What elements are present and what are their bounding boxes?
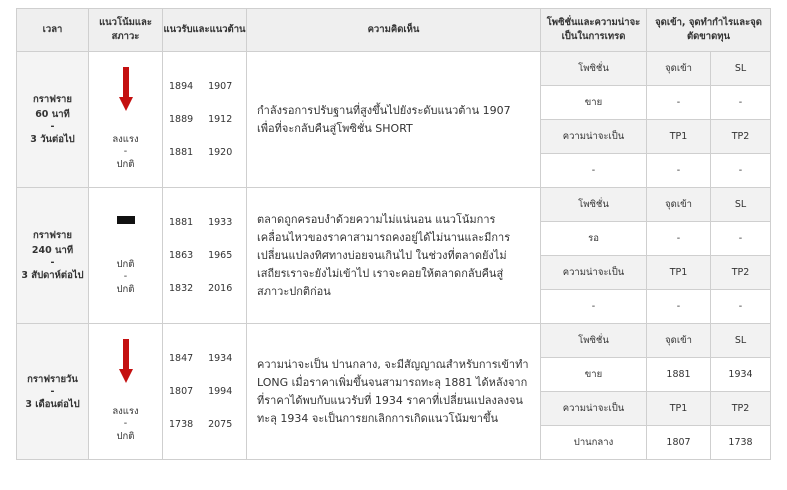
- trend-condition: ปกติ: [116, 159, 135, 170]
- level-pair: [169, 375, 246, 408]
- timeframe-cell: [17, 52, 89, 188]
- trend-strength: ลงแรง: [112, 406, 139, 417]
- resistance-level: 2016: [208, 283, 233, 294]
- tp1-value: 1807: [647, 426, 711, 460]
- tp1-label: TP1: [647, 256, 711, 290]
- trend-icon-wrap: [89, 67, 162, 118]
- tp1-value: -: [647, 154, 711, 188]
- trend-dot: -: [123, 418, 128, 429]
- probability-label: ความน่าจะเป็น: [541, 256, 647, 290]
- probability-value: -: [541, 154, 647, 188]
- timeframe-dot: -: [50, 121, 55, 132]
- support-level: 1881: [169, 147, 194, 158]
- timeframe-line3: 3 เดือนต่อไป: [25, 398, 80, 410]
- header-position: โพซิชั่นและความน่าจะเป็นในการเทรด: [541, 9, 647, 52]
- support-level: 1889: [169, 114, 194, 125]
- entry-value: -: [647, 86, 711, 120]
- resistance-level: 1912: [208, 114, 233, 125]
- level-pair: [169, 206, 246, 239]
- probability-label: ความน่าจะเป็น: [541, 120, 647, 154]
- comment-cell: กำลังรอการปรับฐานที่สูงขึ้นไปยังระดับแนวต้าน 1907 เพื่อที่จะกลับคืนสู่โพซิชั่น SHORT: [247, 52, 541, 188]
- trend-condition: ปกติ: [116, 284, 135, 295]
- trend-icon-wrap: [89, 339, 162, 390]
- resistance-level: 1933: [208, 217, 233, 228]
- position-value: ขาย: [541, 86, 647, 120]
- support-level: 1894: [169, 81, 194, 92]
- tp2-label: TP2: [711, 256, 771, 290]
- tp2-value: 1738: [711, 426, 771, 460]
- tp2-value: -: [711, 290, 771, 324]
- position-label: โพซิชั่น: [541, 52, 647, 86]
- level-pair: [169, 408, 246, 441]
- trend-dot: -: [123, 271, 128, 282]
- forecast-table: [16, 8, 771, 460]
- sl-value: -: [711, 222, 771, 256]
- timeframe-line2: 60 นาที: [35, 109, 70, 120]
- sl-label: SL: [711, 324, 771, 358]
- timeframe-line1: กราฟราย: [33, 94, 72, 105]
- timeframe-line3: 3 วันต่อไป: [30, 134, 75, 145]
- table-row: [17, 324, 771, 358]
- support-level: 1863: [169, 250, 194, 261]
- comment-cell: ความน่าจะเป็น ปานกลาง, จะมีสัญญาณสำหรับการเข้าทำ LONG เมื่อราคาเพิ่มขึ้นจนสามารถทะลุ 1881 ได้หลังจากที่ราคาได้พบกับแนวรับที่ 1934 ราคาที่เปลี่ยนแปลงลงจนทะลุ 1934 จะเป็นการยกเลิกการเกิดแนวโน้มขาขึ้น: [247, 324, 541, 460]
- levels-cell: [163, 52, 247, 188]
- position-value: รอ: [541, 222, 647, 256]
- position-value: ขาย: [541, 358, 647, 392]
- support-level: 1807: [169, 386, 194, 397]
- sl-value: -: [711, 86, 771, 120]
- header-entry: จุดเข้า, จุดทำกำไรและจุดตัดขาดทุน: [647, 9, 771, 52]
- resistance-level: 1920: [208, 147, 233, 158]
- timeframe-cell: [17, 188, 89, 324]
- tp1-label: TP1: [647, 392, 711, 426]
- sl-value: 1934: [711, 358, 771, 392]
- trend-cell: [89, 324, 163, 460]
- down-arrow-icon: [119, 339, 133, 385]
- flat-trend-icon: [117, 216, 135, 224]
- level-pair: [169, 70, 246, 103]
- timeframe-line1: กราฟราย: [33, 230, 72, 241]
- timeframe-line1: กราฟรายวัน: [27, 373, 78, 385]
- trend-cell: [89, 52, 163, 188]
- sl-label: SL: [711, 188, 771, 222]
- comment-cell: ตลาดถูกครอบงำด้วยความไม่แน่นอน แนวโน้มการเคลื่อนไหวของราคาสามารถคงอยู่ได้ไม่นานและมีการเปลี่ยนแปลงทิศทางบ่อยจนเกินไป ในช่วงที่ตลาดยังไม่เสถียรเราจะยังไม่เข้าไป เราจะคอยให้ตลาดกลับคืนสู่สภาวะปกติก่อน: [247, 188, 541, 324]
- tp2-value: -: [711, 154, 771, 188]
- table-row: [17, 52, 771, 86]
- header-time: เวลา: [17, 9, 89, 52]
- timeframe-line2: 240 นาที: [31, 245, 74, 256]
- level-pair: [169, 136, 246, 169]
- support-level: 1832: [169, 283, 194, 294]
- entry-label: จุดเข้า: [647, 188, 711, 222]
- support-level: 1847: [169, 353, 194, 364]
- tp2-label: TP2: [711, 392, 771, 426]
- level-pair: [169, 342, 246, 375]
- resistance-level: 1965: [208, 250, 233, 261]
- entry-label: จุดเข้า: [647, 52, 711, 86]
- trend-strength: ลงแรง: [112, 134, 139, 145]
- header-support-resistance: แนวรับและแนวต้าน: [163, 9, 247, 52]
- entry-value: -: [647, 222, 711, 256]
- probability-value: ปานกลาง: [541, 426, 647, 460]
- resistance-level: 1907: [208, 81, 233, 92]
- probability-value: -: [541, 290, 647, 324]
- timeframe-line3: 3 สัปดาห์ต่อไป: [21, 270, 84, 281]
- resistance-level: 1934: [208, 353, 233, 364]
- tp1-value: -: [647, 290, 711, 324]
- entry-label: จุดเข้า: [647, 324, 711, 358]
- probability-label: ความน่าจะเป็น: [541, 392, 647, 426]
- position-label: โพซิชั่น: [541, 188, 647, 222]
- levels-cell: [163, 324, 247, 460]
- position-label: โพซิชั่น: [541, 324, 647, 358]
- trend-strength: ปกติ: [116, 259, 135, 270]
- header-trend: แนวโน้มและสภาวะ: [89, 9, 163, 52]
- resistance-level: 1994: [208, 386, 233, 397]
- tp2-label: TP2: [711, 120, 771, 154]
- level-pair: [169, 272, 246, 305]
- header-row: [17, 9, 771, 52]
- down-arrow-icon: [119, 67, 133, 113]
- sl-label: SL: [711, 52, 771, 86]
- tp1-label: TP1: [647, 120, 711, 154]
- support-level: 1881: [169, 217, 194, 228]
- level-pair: [169, 103, 246, 136]
- support-level: 1738: [169, 419, 194, 430]
- trend-cell: [89, 188, 163, 324]
- levels-cell: [163, 188, 247, 324]
- level-pair: [169, 239, 246, 272]
- entry-value: 1881: [647, 358, 711, 392]
- timeframe-dot: -: [50, 385, 55, 397]
- timeframe-dot: -: [50, 257, 55, 268]
- timeframe-cell: [17, 324, 89, 460]
- table-row: [17, 188, 771, 222]
- trend-icon-wrap: [89, 214, 162, 229]
- trend-dot: -: [123, 146, 128, 157]
- trend-condition: ปกติ: [116, 431, 135, 442]
- resistance-level: 2075: [208, 419, 233, 430]
- header-comment: ความคิดเห็น: [247, 9, 541, 52]
